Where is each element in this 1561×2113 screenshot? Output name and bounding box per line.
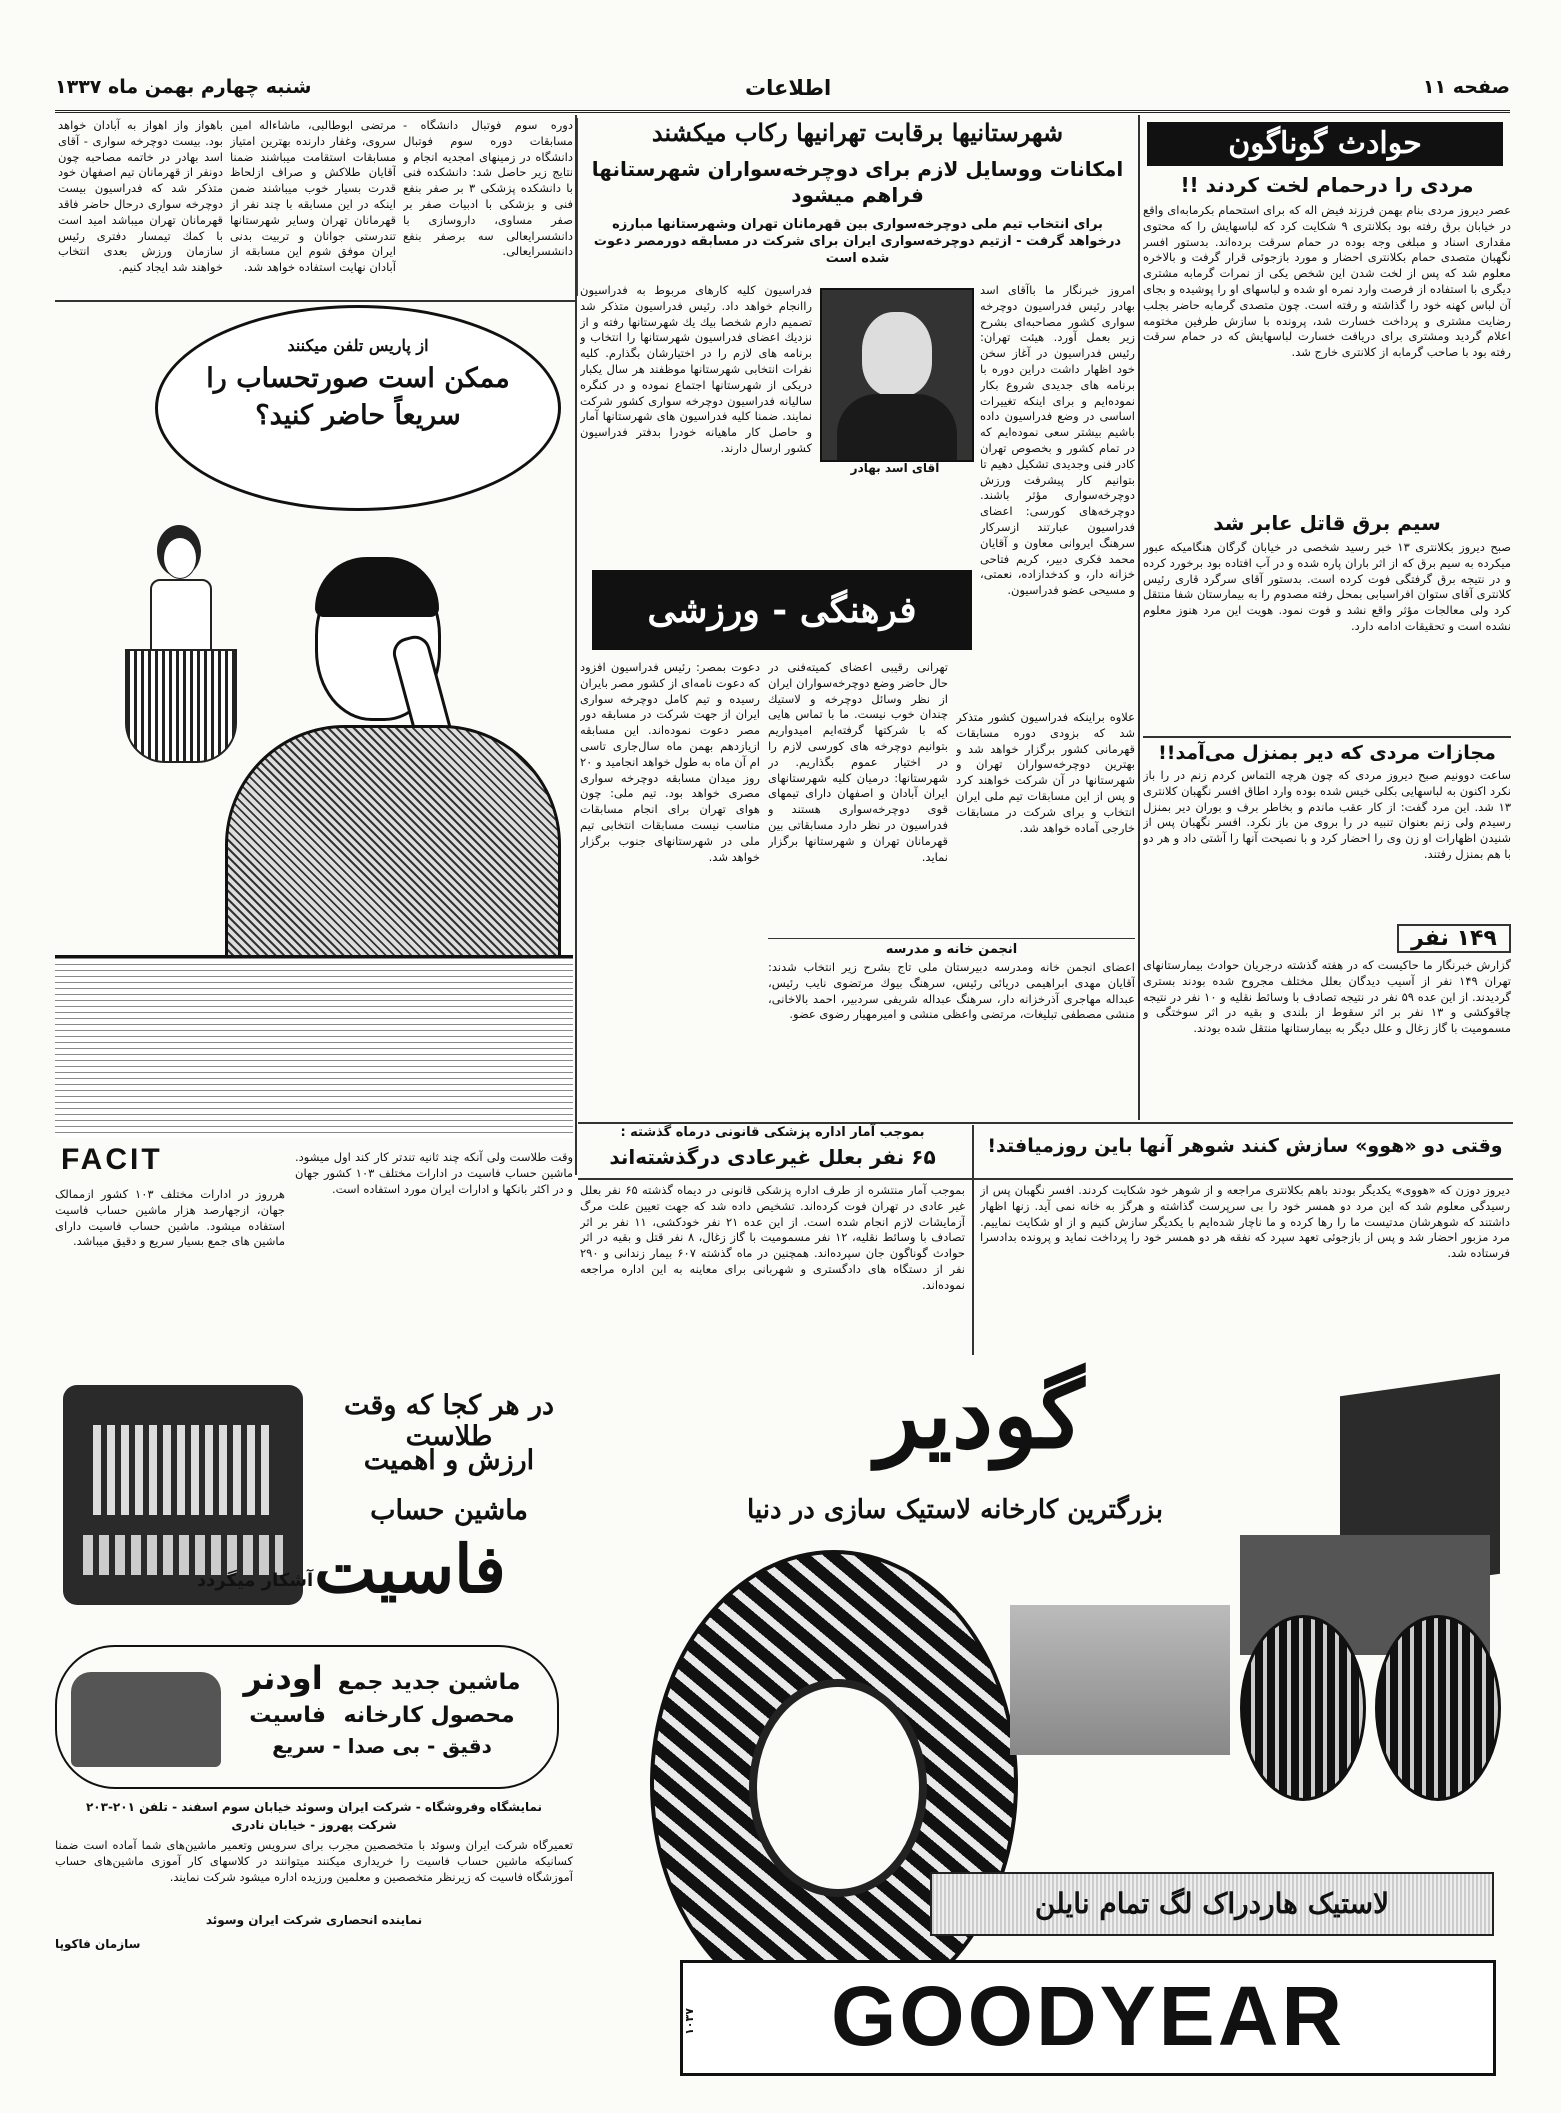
story-body: عصر دیروز مردی بنام بهمن فرزند فیض اله که برای استحمام بکرمابه‌ای واقع در خیابان برق رفته بود بکلانتری ۹ شکایت کرد که لباسهایش را که محتوی مقداری اسناد و مبلغی وجه بوده در حمام سرقت برده‌اند. بدستور افسر نگهبان متصدی حمام بکلانتری احضار و مورد بازجوئی قرار گرفت و بالاخره معلوم شد که پس از لخت شدن این شخص یکی از نمرات گرمابه مشتری دیگری با استفاده از فرصت وارد نمره او شده و لباسهای او را پوشیده و بجای آن لباس کهنه خود را گذاشته و رفته است. چون متصدی گرمابه حاضر بجلب رضایت مشتری و پرداخت خسارت شد، پرونده با سازش طرفین مختومه اعلام گردید ومشتری برای دریافت خسارت لباسهایش که در حمام سرقت رفته بود با صاحب گرمابه از کلانتری خارج شد. [1143,203,1511,360]
portrait-face [862,312,932,396]
secretary-blouse [150,579,212,653]
story-body: دوره سوم فوتبال دانشگاه - مسابقات دوره سوم فوتبال دانشگاه در زمینهای امجدیه انجام و نتایج زیر حاصل شد: دانشکده فنی با دانشکده پزشکی ۳ بر صفر بنفع فنی و بزشکی با ادبیات صفر بر صفر مساوی، داروسازی با دانشسرایعالی سه برصفر بنفع دانشسرایعالی. [403,118,578,296]
incidents-box-title: حوادث گوناگون [1147,122,1503,166]
truck-wheel [1240,1615,1366,1801]
column-rule [1138,115,1140,1120]
story-body: مرتضی ابوطالبی، ماشاءاله امین سروی، وغفار دارنده بهترین امتیاز مسابقات استقامت میباشند ضمنا آقایان طلاکش و صراف ازلحاظ قدرت بسیار خوب میباشند ضمن اینکه در این مسابقه با چند نفر از قهرمانان تهران وسایر شهرستانها تندرستی جوانان و تربیت بدنی ایران موفق شوم این مسابقه از آبادان نهایت استفاده خواهد شد. [230,118,396,275]
goodyear-logo-box [680,1960,1496,2076]
story-title: مجازات مردی که دیر بمنزل می‌آمد!! [1143,736,1511,764]
incidents-column [1143,118,1511,1118]
adding-machine [71,1672,221,1767]
quarry-background [1010,1605,1230,1755]
story-body: فدراسیون کلیه کارهای مربوط به فدراسیون راانجام خواهد داد. رئیس فدراسیون متذکر شد تصمیم دارم شخصا بیك یك شهرستانها رفته و از نزدیك اعضای فدراسیون شهرستانها را انتخاب و برنامه های لازم را در اختیارشان بگذارم. کلیه نفرات انتخابی شهرستانها موظفند هر سال یکبار دریکی از شهرستانها اجتماع نموده و در کنگره سالیانه فدراسیون دوچرخه سواری کشور شرکت نمایند. ضمنا کلیه فدراسیون های شهرستانها آمار و حاصل کار ماهیانه خودرا بدفتر فدراسیون کشور ارسال دارند. [580,283,812,455]
ad-code: ۱۰۳۷ [682,2008,696,2035]
man-hair [315,557,439,617]
story-headline: امکانات ووسایل لازم برای دوچرخه‌سواران شهرستانها فراهم میشود [591,157,1124,207]
facit-brand-fa: فاسیت [314,1530,506,1608]
speech-bubble [155,305,561,511]
adders-line: محصول کارخانه [343,1703,515,1728]
truck-wheel [1375,1615,1501,1801]
story-body: بموجب آمار منتشره از طرف اداره پزشکی قانونی در دیماه گذشته ۶۵ نفر بعلل غیر عادی در تهران فوت کرده‌اند. تشخیص داده شد که جهت تعیین علت مرگ آزمایشات لازم انجام شده است. از این عده ۲۱ نفر خودکشی، ۱۱ نفر بر اثر تصادف با وسائط نقلیه، ۱۲ نفر مسمومیت با گاز زغال، ۸ نفر قتل و بقیه در اثر حوادث گوناگون جان سپرده‌اند. همچنین در ماه گذشته ۶۰۷ بیمار زندانی و ۲۹۰ نفر از دستگاه های دادگستری و شهربانی برای معاینه به این اداره مراجعه نموده‌اند. [580,1183,965,1292]
lower-stories [580,1125,1510,1355]
calculator-keys [93,1425,273,1515]
column-rule [972,1125,974,1355]
slogan-line: ماشین حساب [370,1495,528,1526]
calculator-keys [83,1535,283,1575]
dealer-note: تعمیرگاه شرکت ایران وسوئد با متخصصین مجرب برای سرویس وتعمیر ماشین‌های شما آماده است ضمنا کسانیکه ماشین حساب فاسیت را خریداری میکنند میتوانند در کلاسهای کار آموزی ماشین‌های حساب آموزشگاه فاسیت که زیرنظر متخصصین و معلمین ورزیده اداره میشود شرکت نمایند. [55,1838,573,1884]
adders-brand: اودنر [243,1659,323,1697]
ad-copy: وقت طلاست ولی آنکه چند ثانیه تندتر کار کند اول میشود. ماشین حساب فاسیت در ادارات مختلف ۱۰۳ کشور جهان و در اکثر بانکها و ادارات ایران مورد استفاده است. [295,1150,573,1196]
story-title: ۶۵ نفر بعلل غیرعادی درگذشته‌اند [609,1145,936,1169]
slogan-line: ارزش و اهمیت [363,1445,535,1476]
cycling-story [580,118,1135,1118]
bubble-line: سریعاً حاضر کنید؟ [255,400,461,431]
dealer-line: نمایشگاه وفروشگاه - شرکت ایران وسوئد خیابان سوم اسفند - تلفن ۲۰۱-۲۰۳ [85,1800,543,1814]
adders-brand: فاسیت [249,1703,326,1728]
section-rule [578,1122,1513,1124]
story-kicker: شهرستانیها برقابت تهرانیها رکاب میکشند [651,118,1064,147]
section-rule [55,300,575,302]
photo-caption: آقای اسد بهادر [850,461,940,475]
desk [55,955,573,1138]
football-story [58,118,573,298]
truck-scene [980,1365,1505,1865]
adders-line: دقیق - بی صدا - سریع [272,1734,492,1758]
agency-name: سازمان فاکوپا [55,1937,141,1951]
story-title: مردی را درحمام لخت کردند !! [1180,173,1474,197]
banner-text: لاستیک هاردراک لگ تمام نایلن [1034,1887,1390,1920]
story-body: علاوه براینکه فدراسیون کشور متذکر شد که بزودی دوره مسابقات قهرمانی کشور برگزار خواهد شد و بهترین دوچرخه‌سواران تهران و شهرستانها در آن شرکت خواهند کرد و پس از این مسابقات تیم ملی ایران انتخاب و برای شرکت در مسابقات خارجی آماده خواهد شد. [956,710,1135,835]
story-title: سیم برق قاتل عابر شد [1213,511,1441,535]
masthead [55,70,1510,113]
tyre-hub [749,1679,927,1897]
goodyear-ad [580,1360,1510,2105]
dealer-line: نماینده انحصاری شرکت ایران وسوئد [205,1913,423,1927]
facit-ad [55,305,573,2105]
story-body: ساعت دوونیم صبح دیروز مردی که چون هرچه التماس کردم زنم در را باز نکرد اکنون به لباسهایی بکلی خیس شده بوده وارد اطاق افسر نگهبان کلانتری ۱۳ شد. این مرد گفت: از کار عقب ماندم و بخاطر برف و بوران دیر بمنزل رسیدم ولی زنم بعنوان تنبیه در را بروی من باز نکرد. افسر نگهبان پس از شنیدن اظهارات او زن وی را احضار کرد و با نصیحت آنها را آشتی داد و هر دو با هم بمنزل رفتند. [1143,768,1511,861]
adders-text [227,1659,537,1758]
bubble-line: ممکن است صورتحساب را [206,363,510,394]
story-body: باهواز واز اهواز به آبادان خواهد بود. بیست دوچرخه سواری - آقای اسد بهادر در خاتمه مصاحبه چون دونفر از قهرمانان تیم اصفهان خود متذکر شد که فدراسیون بیست دوچرخه سواری درحال حاضر فاقد قهرمانان تهران میباشد امید است با کمك تیمسار دفتری رئیس سازمان ورزش بعدی انتخاب خواهند شد ایجاد کنیم. [58,118,223,275]
story-deck: بموجب آمار اداره پزشکی قانونی درماه گذشته : [620,1125,925,1140]
story-deck: برای انتخاب تیم ملی دوچرخه‌سواری بین قهرمانان تهران وشهرستانها مبارزه درخواهد گرفت - ازتیم دوچرخه‌سواری ایران برای شرکت در مسابقه دورمصر دعوت شده است [593,217,1122,266]
portrait-suit [837,394,957,460]
assoc-title: انجمن خانه و مدرسه [768,938,1135,957]
goodyear-tagline: بزرگترین کارخانه لاستیک سازی در دنیا [747,1495,1163,1525]
story-body: دعوت بمصر: رئیس فدراسیون افزود که دعوت نامه‌ای از کشور مصر بایران رسیده و تیم کامل دوچرخه سواری ایران از جهت شرکت در مسابقه دور مصر دعوت نموده‌اند. این مسابقه ازیازدهم بهمن ماه سال‌جاری تاسی ام آن ماه به طول خواهد انجامید و ۲۰ روز میدان مسابقه دوچرخه سواری مصری خواهد بود. تیم ملی: چون هوای تهران برای انجام مسابقات مناسب نیست مسابقات انتخابی تیم ملی در شهرستانهای جنوب برگزار خواهد شد. [580,660,760,864]
brand-tagline: آشکار میگردد [196,1570,314,1591]
story-body: امروز خبرنگار ما باآقای اسد بهادر رئیس فدراسیون دوچرخه سواری کشور مصاحبه‌ای بشرح زیر بعمل آورد. هیئت تهران: رئیس فدراسیون در آغاز سخن خود اظهار داشت دراین دوره با برنامه های جدیدی شروع بکار نموده‌ایم و برای اینکه تغییرات اساسی در وضع فدراسیون داده باشیم بیشتر سعی نموده‌ایم که در تمام کشور و بخصوص تهران کادر فنی وجدیدی تشکیل دهیم تا بتوانیم کار پیشرفت ورزش دوچرخه‌سواری مؤثر باشند. دوچرخه‌های کورسی: اعضای فدراسیون عبارتند ازسرکار سرهنگ ایروانی معاون و آقایان محمد فکری دبیر، کریم فتاحی خزانه دار، و کدخدازاده، نعمتی، و مسیحی عضو فدراسیون. [980,283,1135,598]
slogan-line: در هر کجا که وقت طلاست [343,1390,555,1452]
goodyear-brand-fa: گودیر [875,1361,1085,1469]
dealer-line: شرکت پهروز - خیابان نادری [231,1818,397,1832]
story-body: گزارش خبرنگار ما حاکیست که در هفته گذشته درجریان حوادث بیمارستانهای تهران ۱۴۹ نفر از آسیب دیدگان بعلل مختلف مجروح شده بودند بستری گردیدند. از این عده ۵۹ نفر در نتیجه تصادف با وسائط نقلیه و ۱۰ نفر در نتیجه چاقوکشی و ۱۳ نفر بر اثر سقوط از بلندی و بقیه در اثر سوختگی و مسمومیت با گاز زغال و علل دیگر به بیمارستانها منتقل شده بودند. [1143,958,1511,1036]
page-label: صفحه ۱۱ [1422,76,1510,98]
portrait-photo [820,288,974,462]
facit-logo-small: FACIT [61,1143,163,1176]
paper-name: اطلاعات [745,76,832,100]
story-body: صبح دیروز بکلانتری ۱۳ خبر رسید شخصی در خیابان گرگان هنگامیکه عبور میکرده به سیم برق که از اثر باران پاره شده و در آب افتاده بود برخورد کرده و در نتیجه برق گرفتگی فوت کرده است. بدستور آقای سرگرد قاری رئیس کلانتری آقای ستوان افراسیابی بمحل رفته مصدوم را به بیمارستان شفا منتقل کرد ولی معالجات مؤثر واقع نشد و فوت نمود. هویت این مرد هنوز معلوم نشده است و تحقیقات ادامه دارد. [1143,540,1511,633]
secretary-face [163,537,197,579]
story-body: دیروز دوزن که «هووی» یکدیگر بودند باهم بکلانتری مراجعه و از شوهر خود شکایت کردند. افسر نگهبان پس از رسیدگی معلوم شد که این مرد دو همسر خود را بی سرپرست گذاشته و هرگز به خانه نمی آید. زنها اظهار داشتند که شوهرشان مدتیست ما را رها کرده و ما ناچار شده‌ایم با یکدیگر سازش کنیم و از او شکایت نماییم. مرد مزبور احضار شد و پس از بازجوئی تعهد سپرد که نفقه هر دو همسر خود را پرداخت نماید و پرونده بدادسرا فرستاده شد. [980,1183,1510,1261]
goodyear-logo: GOODYEAR [830,1969,1346,2063]
adders-box [55,1645,559,1789]
ad-copy: هرروز در ادارات مختلف ۱۰۳ کشور ازممالک جهان، ازجهارصد هزار ماشین حساب فاسیت استفاده میشود. ماشین حساب فاسیت دارای ماشین های جمع بسیار سریع و دقیق میباشد. [55,1187,285,1249]
section-banner: فرهنگی - ورزشی [592,570,972,650]
story-title: ۱۴۹ نفر [1397,924,1511,953]
tyre-illustration [650,1550,1018,2018]
bubble-small-text: از پاریس تلفن میکنند [287,336,429,355]
story-body: اعضای انجمن خانه ومدرسه دبیرستان ملی تاج بشرح زیر انتخاب شدند: آقایان مهدی ابراهیمی دریائی رئیس، سرهنگ بیوك مرتضوی نایب رئیس، عبداله مهاجری آذرخزانه دار، سرهنگ عبداله شریفی سردبیر، احمد بالاخانی، منشی مصطفی تبلیغات، مرتضی واعظی منشی و امیرمهیار رضوی عضو. [768,960,1135,1022]
story-title: وقتی دو «هوو» سازش کنند شوهر آنها باین روزمیافتد! [987,1135,1503,1157]
issue-date: شنبه چهارم بهمن ماه ۱۳۳۷ [55,76,312,98]
adders-line: ماشین جدید جمع [337,1670,521,1695]
story-body: تهرانی رقیبی اعضای کمیته‌فنی در حال حاضر وضع دوچرخه‌سواران ایران از نظر وسائل دوچرخه و لاستیك چندان خوب نیست. ما با تماس هایی که با شرکتها گرفته‌ایم امیدواریم بتوانیم دوچرخه های کورسی لازم را در اختیار عموم بگذاریم. در شهرستانها: درمیان کلیه شهرستانهای ایران آبادان و اصفهان دارای تیمهای قوی دوچرخه‌سواری هستند و فدراسیون در نظر دارد مسابقاتی بین قهرمانان تهران و شهرستانها برگزار نماید. [768,660,948,864]
goodyear-banner [930,1872,1494,1936]
